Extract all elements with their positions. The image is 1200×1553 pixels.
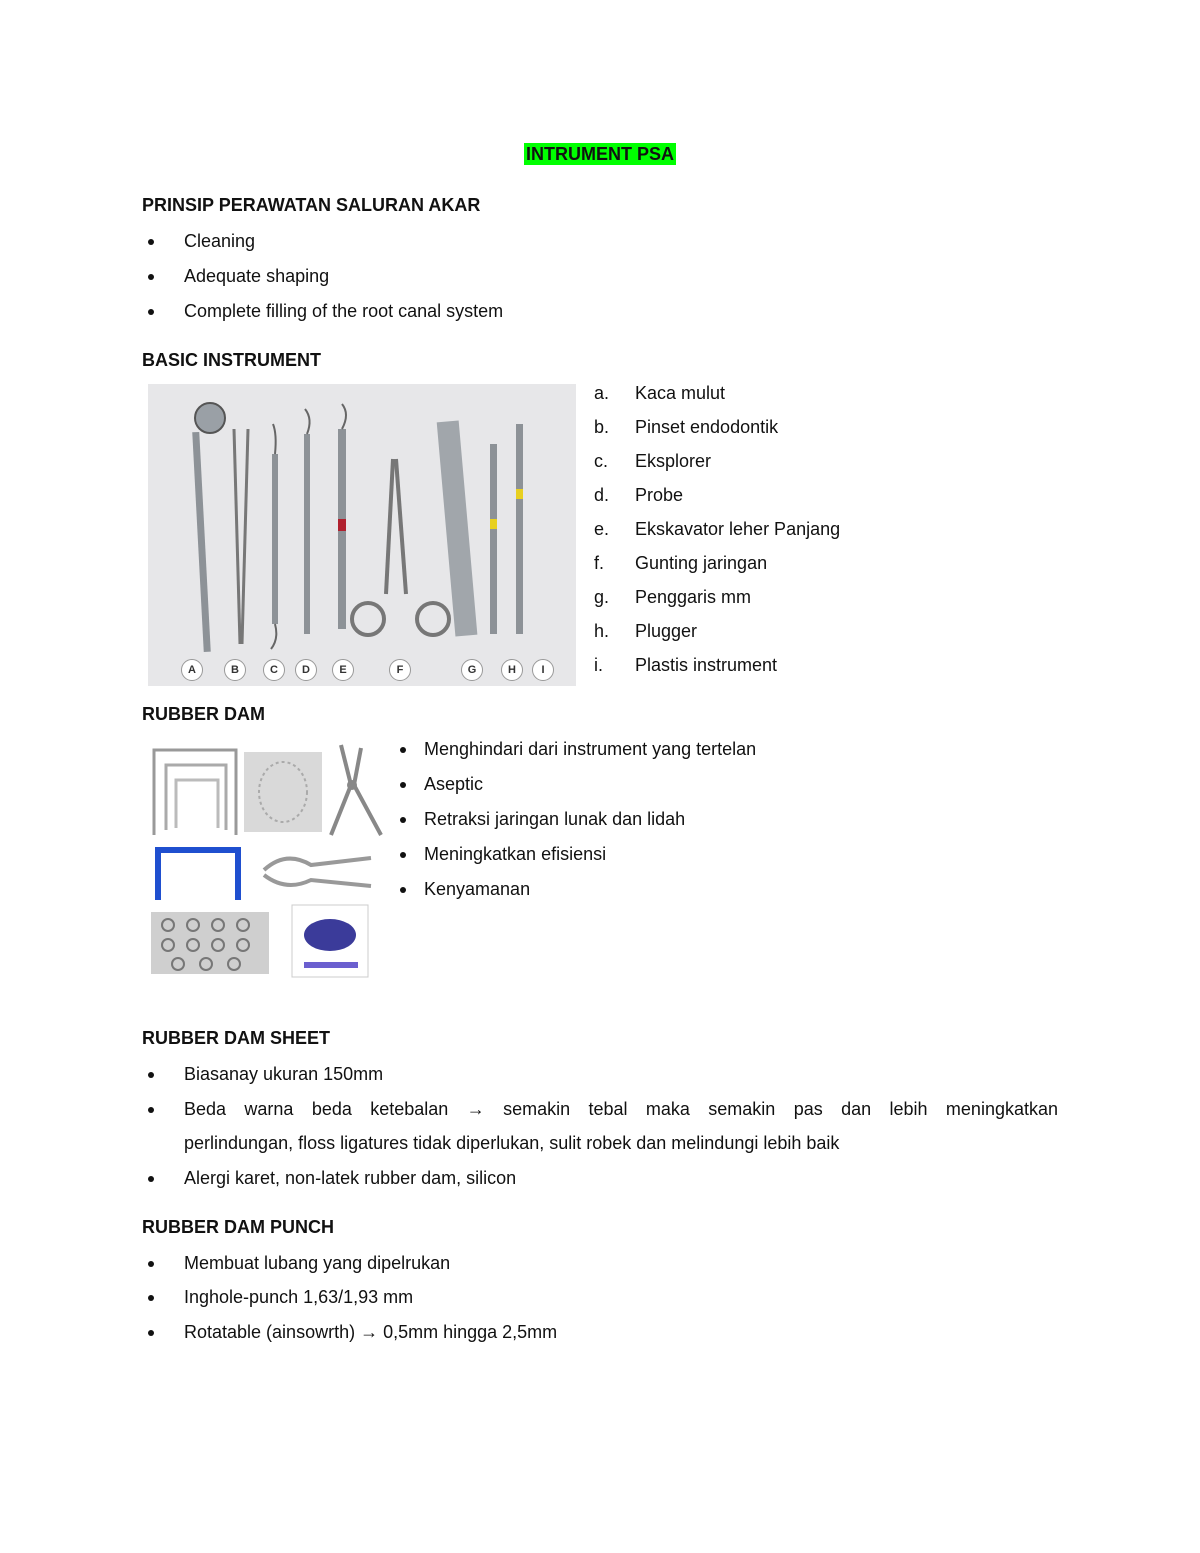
section-heading-rubber-dam-punch: RUBBER DAM PUNCH [142, 1217, 334, 1237]
bullet-icon [400, 887, 406, 893]
section-heading-rubber-dam: RUBBER DAM [142, 704, 265, 724]
photo-label: H [501, 659, 523, 681]
photo-label: E [332, 659, 354, 681]
photo-label: I [532, 659, 554, 681]
bullet-icon [400, 782, 406, 788]
page-title-text: INTRUMENT PSA [526, 144, 674, 164]
section-heading-basic-instrument: BASIC INSTRUMENT [142, 350, 321, 370]
bullet-icon [148, 1176, 154, 1182]
rubber-dam-kit-photo [146, 740, 386, 980]
bullet-icon [148, 1261, 154, 1267]
list-item-continuation: perlindungan, floss ligatures tidak diperlukan, sulit robek dan melindungi lebih baik [184, 1133, 840, 1153]
section-heading-rubber-dam-sheet: RUBBER DAM SHEET [142, 1028, 331, 1048]
instrument-set-illustration [148, 384, 576, 686]
photo-label: F [389, 659, 411, 681]
photo-label: G [461, 659, 483, 681]
bullet-icon [400, 817, 406, 823]
bullet-icon [148, 1107, 154, 1113]
photo-label: D [295, 659, 317, 681]
bullet-icon [148, 1295, 154, 1301]
bullet-icon [148, 239, 154, 245]
bullet-icon [148, 1330, 154, 1336]
bullet-icon [148, 274, 154, 280]
page-title [0, 144, 1200, 165]
rubber-dam-kit-illustration [146, 740, 386, 980]
bullet-icon [148, 309, 154, 315]
photo-label: C [263, 659, 285, 681]
photo-label: B [224, 659, 246, 681]
bullet-icon [148, 1072, 154, 1078]
bullet-icon [400, 852, 406, 858]
photo-label: A [181, 659, 203, 681]
bullet-icon [400, 747, 406, 753]
section-heading-prinsip: PRINSIP PERAWATAN SALURAN AKAR [142, 195, 481, 215]
basic-instrument-photo [148, 384, 576, 686]
